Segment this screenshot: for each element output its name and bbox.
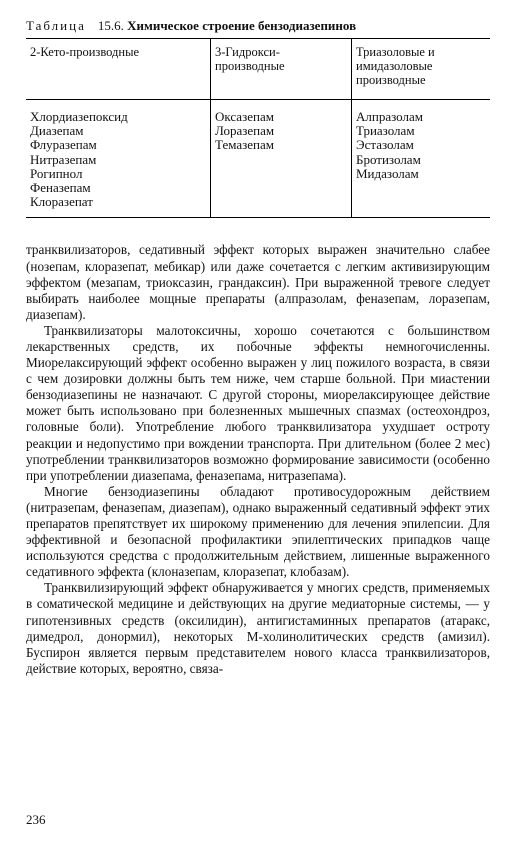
drug-name: Диазепам bbox=[30, 123, 84, 139]
drug-name: Клоразепат bbox=[30, 194, 93, 210]
drug-name: Триазолам bbox=[356, 123, 415, 139]
table-header-row bbox=[26, 39, 490, 100]
drug-name: Флуразепам bbox=[30, 137, 97, 153]
drug-name: Оксазепам bbox=[215, 109, 274, 124]
table-title: Химическое строение бензодиазепинов bbox=[127, 18, 357, 33]
table-number: 15.6. bbox=[97, 18, 124, 33]
drug-name: Рогипнол bbox=[30, 165, 83, 181]
benzodiazepine-table bbox=[26, 38, 490, 218]
drug-name: Эстазолам bbox=[356, 137, 414, 153]
paragraph: Многие бензодиазепины обладают противосудорожным действием (нитразепам, феназепам, диазепам), однако выраженный седативный эффект этих препаратов препятствует их широкому применению для лечения эпилепсии. Для эффективной и безопасной профилактики эпилептических припадков чаще используются средства с продолжительным действием, лишенные выраженного седативного эффекта (клоназепам, клоразепат, клобазам). bbox=[26, 483, 490, 580]
column-header-triazolo: Триазоловые и имидазоловые производные bbox=[352, 39, 491, 100]
drug-name: Алпразолам bbox=[356, 109, 423, 124]
table-caption bbox=[26, 18, 490, 34]
column-2-keto bbox=[26, 100, 211, 218]
table-label: Таблица bbox=[26, 18, 86, 33]
column-header-2-keto: 2-Кето-производные bbox=[26, 39, 211, 100]
drug-name: Нитразепам bbox=[30, 151, 97, 167]
drug-name: Хлордиазепоксид bbox=[30, 109, 128, 124]
drug-name: Феназепам bbox=[30, 180, 91, 196]
drug-name: Темазепам bbox=[215, 137, 274, 153]
table-row bbox=[26, 100, 490, 218]
page bbox=[26, 18, 490, 677]
column-3-hydroxy bbox=[211, 100, 352, 218]
drug-name: Мидазолам bbox=[356, 165, 419, 181]
body-text bbox=[26, 242, 490, 677]
column-triazolo bbox=[352, 100, 491, 218]
drug-name: Бротизолам bbox=[356, 151, 421, 167]
column-header-3-hydroxy: 3-Гидрокси-производные bbox=[211, 39, 352, 100]
paragraph: транквилизаторов, седативный эффект которых выражен значительно слабее (нозепам, клоразепат, мебикар) или даже сочетается с легким активизирующим эффектом (мезапам, триоксазин, грандаксин). При выраженной тревоге следует выбирать наиболее мощные препараты (алпразолам, феназепам, лоразепам, диазепам). bbox=[26, 242, 490, 322]
page-number: 236 bbox=[26, 812, 46, 827]
drug-name: Лоразепам bbox=[215, 123, 275, 139]
paragraph: Транквилизаторы малотоксичны, хорошо сочетаются с большинством лекарственных средств, их побочные эффекты немногочисленны. Миорелаксирующий эффект особенно выражен у лиц пожилого возраста, в связи с чем дозировки должны быть тем ниже, чем старше больной. При миастении бензодиазепины не назначают. С другой стороны, миорелаксирующее действие может быть использовано при болезненных мышечных спазмах (остеохондроз, головные боли). Употребление любого транквилизатора ухудшает остроту реакции и недопустимо при вождении транспорта. При длительном (более 2 мес) употреблении транквилизаторов возможно формирование зависимости (особенно при употреблении диазепама, феназепама, нитразепама). bbox=[26, 322, 490, 483]
paragraph: Транквилизирующий эффект обнаруживается у многих средств, применяемых в соматической медицине и действующих на другие медиаторные системы, — у гипотензивных средств (оксилидин), антигистаминных препаратов (атаракс, димедрол, донормил), некоторых М-холинолитических средств (амизил). Буспирон является первым представителем нового класса транквилизаторов, действие которых, вероятно, связа- bbox=[26, 580, 490, 676]
